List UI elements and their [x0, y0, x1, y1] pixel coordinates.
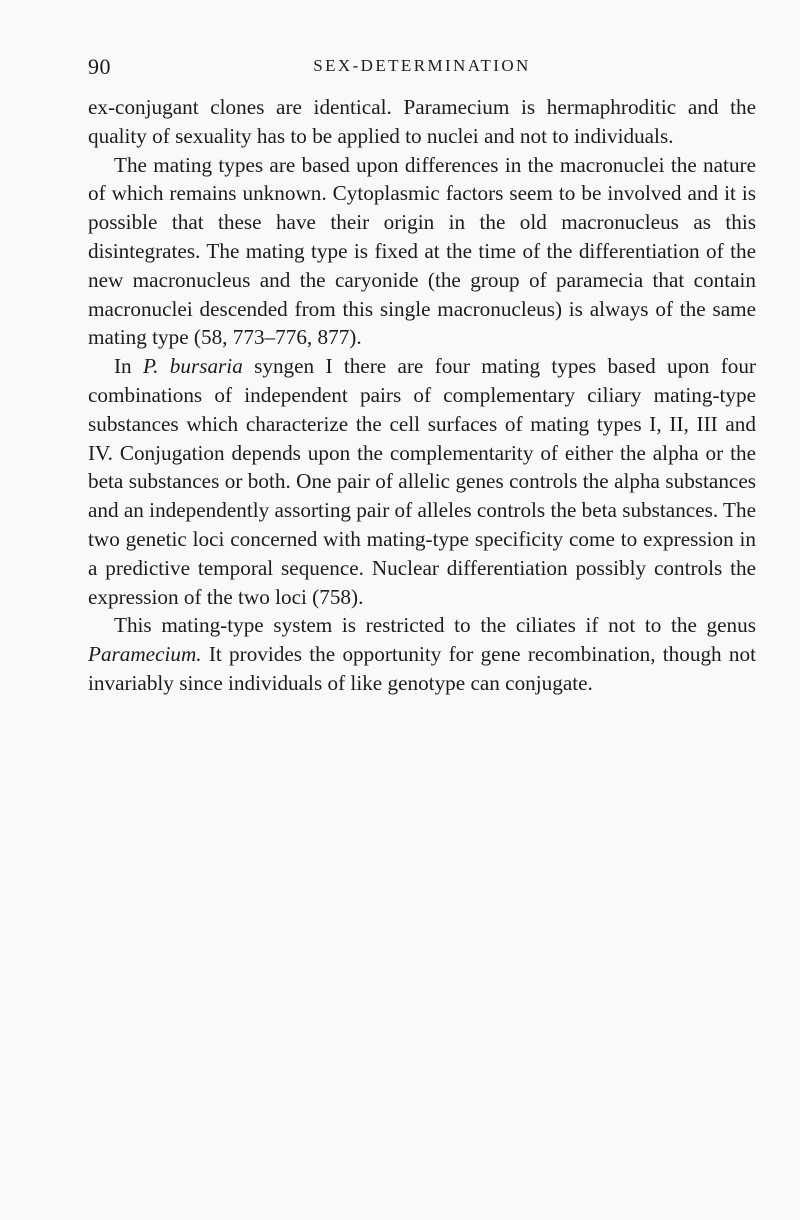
page-header — [88, 54, 756, 84]
genus-name: Paramecium. — [88, 642, 202, 667]
paragraph-3-rest: syngen I there are four mating types based upon four combinations of independent pairs of complementary ciliary mating-type substances which characterize the cell surfaces of mating types I, II, III and IV. Conjugation depends upon the complementarity of either the alpha or the beta substances or both. One pair of allelic genes controls the alpha substances and an independently assorting pair of alleles controls the beta substances. The two genetic loci concerned with mating-type specificity come to expression in a predictive temporal sequence. Nuclear differentiation possibly controls the expression of the two loci (758). — [88, 354, 756, 609]
species-name: P. bursaria — [142, 354, 243, 379]
running-head: SEX-DETERMINATION — [313, 56, 531, 75]
body-text — [88, 93, 756, 698]
paragraph-4-lead: This mating-type system is restricted to the ciliates if not to the genus — [114, 613, 756, 638]
page-number: 90 — [88, 54, 111, 79]
paragraph-1: ex-conjugant clones are identical. Paramecium is hermaphroditic and the quality of sexuality has to be applied to nuclei and not to individuals. — [88, 95, 756, 148]
paragraph-3 — [88, 352, 756, 611]
paragraph-2: The mating types are based upon differences in the macronuclei the nature of which remains unknown. Cytoplasmic factors seem to be involved and it is possible that these have their origin in the old macronucleus as this disintegrates. The mating type is fixed at the time of the differentiation of the new macronucleus and the caryonide (the group of paramecia that contain macronuclei descended from this single macronucleus) is always of the same mating type (58, 773–776, 877). — [88, 152, 756, 350]
paragraph-4 — [88, 611, 756, 697]
paragraph-4-rest: It provides the opportunity for gene recombination, though not invariably since individuals of like genotype can conjugate. — [88, 642, 756, 695]
paragraph-3-lead: In — [114, 354, 143, 379]
